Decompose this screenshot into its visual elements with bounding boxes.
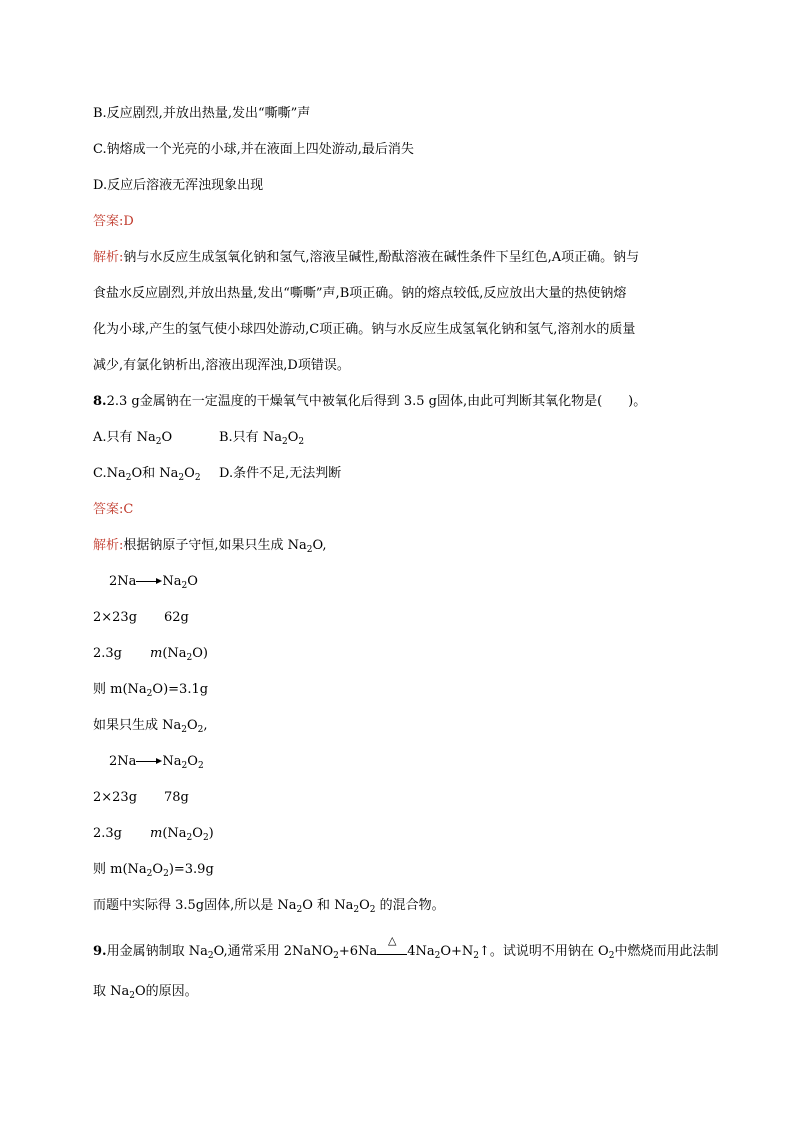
q7-option-d: D.反应后溶液无浑浊现象出现 (93, 178, 264, 193)
question-text: 2.3 g金属钠在一定温度的干燥氧气中被氧化后得到 3.5 g固体,由此可判断其氧化物是( )。 (106, 394, 647, 409)
given-value: 2.3g (93, 646, 122, 661)
unknown-mass: $m(Na_2O)$ (150, 646, 208, 663)
answer-label: 答案: (93, 502, 124, 517)
q9-stem-line-2: 取 $Na_2O$的原因。 (93, 984, 198, 1001)
q8-answer (93, 501, 133, 519)
q7-option-c: C.钠熔成一个光亮的小球,并在液面上四处游动,最后消失 (93, 142, 414, 157)
q7-analysis-line-3: 化为小球,产生的氢气使小球四处游动,C项正确。钠与水反应生成氢氧化钠和氢气,溶剂水的质量 (93, 322, 636, 337)
answer-label: 答案: (93, 214, 124, 229)
q7-analysis-line-4: 减少,有氯化钠析出,溶液出现浑浊,D项错误。 (93, 358, 350, 373)
analysis-text: 钠与水反应生成氢氧化钠和氢气,溶液呈碱性,酚酞溶液在碱性条件下呈红色,A项正确。钠与 (123, 250, 640, 265)
reaction-arrow-icon (136, 757, 162, 767)
q8-option-d: D.条件不足,无法判断 (219, 466, 342, 481)
heat-condition-icon: △ (377, 945, 407, 959)
mass-value: 62g (164, 610, 189, 625)
q8-equation-2: 2Na $Na_2O_2$ (109, 754, 204, 771)
mass-value: 78g (164, 790, 189, 805)
q8-option-c: $C.Na_2O$和 $Na_2O_2$ (93, 466, 201, 483)
q8-result-2: 则 $m(Na_2O_2)=3.9g$ (93, 862, 214, 879)
analysis-label: 解析: (93, 538, 124, 553)
reaction-arrow-icon (136, 577, 162, 587)
unknown-mass: $m(Na_2O_2)$ (150, 826, 214, 843)
answer-value: C (123, 502, 134, 517)
q7-option-b: B.反应剧烈,并放出热量,发出“嘶嘶”声 (93, 106, 311, 121)
q9-stem: 9.用金属钠制取 $Na_2O$,通常采用 2NaNO$_2$+6Na △ $4Na_2O+N_2↑$。试说明不用钠在 $O_2$中燃烧而用此法制 (93, 933, 719, 961)
q8-stem (93, 393, 646, 411)
q8-if-only: 如果只生成 $Na_2O_2$, (93, 718, 208, 735)
q7-answer (93, 213, 134, 231)
q8-option-a: A.只有 $Na_2O$ (93, 430, 173, 447)
q8-option-b: B.只有 $Na_2O_2$ (219, 430, 305, 447)
q8-analysis-intro: 解析:根据钠原子守恒,如果只生成 $Na_2O$, (93, 538, 327, 555)
q8-conclusion: 而题中实际得 3.5g固体,所以是 $Na_2O$ 和 $Na_2O_2$ 的混合物。 (93, 898, 445, 915)
q7-analysis-line-2: 食盐水反应剧烈,并放出热量,发出“嘶嘶”声,B项正确。钠的熔点较低,反应放出大量的热使钠熔 (93, 286, 627, 301)
mass-value: 2×23g (93, 610, 138, 625)
question-number: 9. (93, 944, 107, 959)
analysis-label: 解析: (93, 250, 124, 265)
q7-analysis-line-1 (93, 249, 639, 267)
analysis-text: 根据钠原子守恒,如果只生成 Na (123, 538, 307, 553)
q8-equation-1: 2Na $Na_2O$ (109, 574, 198, 591)
mass-value: 2×23g (93, 790, 138, 805)
question-number: 8. (93, 394, 107, 409)
q8-result-1: 则 $m(Na_2O)=3.1g$ (93, 682, 209, 699)
given-value: 2.3g (93, 826, 122, 841)
answer-value: D (123, 214, 134, 229)
